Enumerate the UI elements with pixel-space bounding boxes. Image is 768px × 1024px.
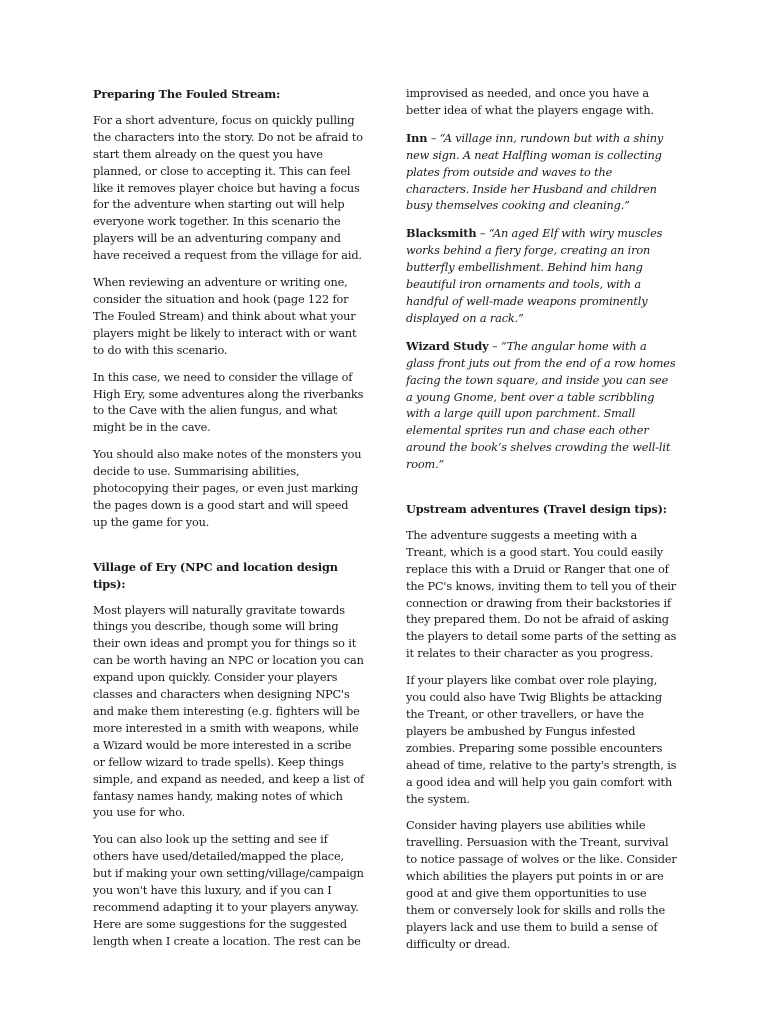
paragraph: If your players like combat over role playing, you could also have Twig Blights be attacking the Treant, or other travellers, or have the players be ambushed by Fungus infested zombies. Preparing some possible encounters ahead of time, relative to the party's strength, is a good idea and will help you gain comfort with the system.	[406, 674, 677, 806]
location-inn	[406, 130, 678, 216]
heading-preparing: Preparing The Fouled Stream:	[93, 87, 281, 101]
location-blacksmith	[406, 225, 678, 327]
dash: –	[488, 339, 501, 353]
paragraph: The adventure suggests a meeting with a Treant, which is a good start. You could easily replace this with a Druid or Ranger that one of the PC's knows, inviting them to tell you of their connection or drawing from their backstories if they prepared them. Do not be afraid of asking the players to detail some parts of the setting as it relates to their character as you progress.	[406, 528, 677, 661]
location-wizard-study	[406, 338, 678, 474]
paragraph: You can also look up the setting and see if others have used/detailed/mapped the place, but if making your own setting/village/campaign you won't have this luxury, and if you can I recommend adapting it to your players anyway. Here are some suggestions for the suggested length when I create a location. The rest can be	[93, 833, 364, 948]
left-column	[93, 86, 365, 961]
heading-village: Village of Ery (NPC and location design tips):	[93, 559, 338, 591]
location-description: “The angular home with a glass front juts out from the end of a row homes facing the town square, and inside you can see a young Gnome, bent over a table scribbling with a large quill upon parchment. Small elemental sprites run and chase each other around the book’s shelves crowding the well-lit room.”	[406, 339, 676, 472]
location-label: Inn	[406, 130, 428, 145]
location-description: “An aged Elf with wiry muscles works behind a fiery forge, creating an iron butterfly embellishment. Behind him hang beautiful iron ornaments and tools, with a handful of well-made weapons prominently displayed on a rack.”	[406, 227, 663, 325]
location-label: Wizard Study	[406, 338, 489, 353]
paragraph: In this case, we need to consider the village of High Ery, some adventures along the riverbanks to the Cave with the alien fungus, and what might be in the cave.	[93, 370, 364, 435]
location-label: Blacksmith	[406, 226, 477, 241]
paragraph: You should also make notes of the monsters you decide to use. Summarising abilities, photocopying their pages, or even just marking the pages down is a good start and will speed up the game for you.	[93, 448, 362, 529]
paragraph: For a short adventure, focus on quickly pulling the characters into the story. Do not be afraid to start them already on the quest you have planned, or close to accepting it. This can feel like it removes player choice but having a focus for the adventure when starting out will help everyone work together. In this scenario the players will be an adventuring company and have received a request from the village for aid.	[93, 113, 363, 263]
dash: –	[476, 227, 489, 241]
paragraph: improvised as needed, and once you have a better idea of what the players engage with.	[406, 87, 654, 117]
location-description: “A village inn, rundown but with a shiny new sign. A neat Halfling woman is collecting plates from outside and waves to the characters. Inside her Husband and children busy themselves cooking and cleaning.”	[406, 131, 664, 213]
paragraph: Consider having players use abilities while travelling. Persuasion with the Treant, survival to notice passage of wolves or the like. Consider which abilities the players put points in or are good at and give them opportunities to use them or conversely look for skills and rolls the players lack and use them to build a sense of difficulty or dread.	[406, 819, 677, 951]
dash: –	[427, 131, 440, 145]
heading-upstream: Upstream adventures (Travel design tips):	[406, 502, 667, 517]
paragraph: Most players will naturally gravitate towards things you describe, though some will bring their own ideas and prompt you for things so it can be worth having an NPC or location you can expand upon quickly. Consider your players classes and characters when designing NPC's and make them interesting (e.g. fighters will be more interested in a smith with weapons, while a Wizard would be more interested in a scribe or fellow wizard to trade spells). Keep things simple, and expand as needed, and keep a list of fantasy names handy, making notes of which you use for who.	[93, 603, 365, 820]
paragraph: When reviewing an adventure or writing one, consider the situation and hook (page 122 for The Fouled Stream) and think about what your players might be likely to interact with or want to do with this scenario.	[93, 276, 357, 357]
right-column	[406, 86, 678, 964]
